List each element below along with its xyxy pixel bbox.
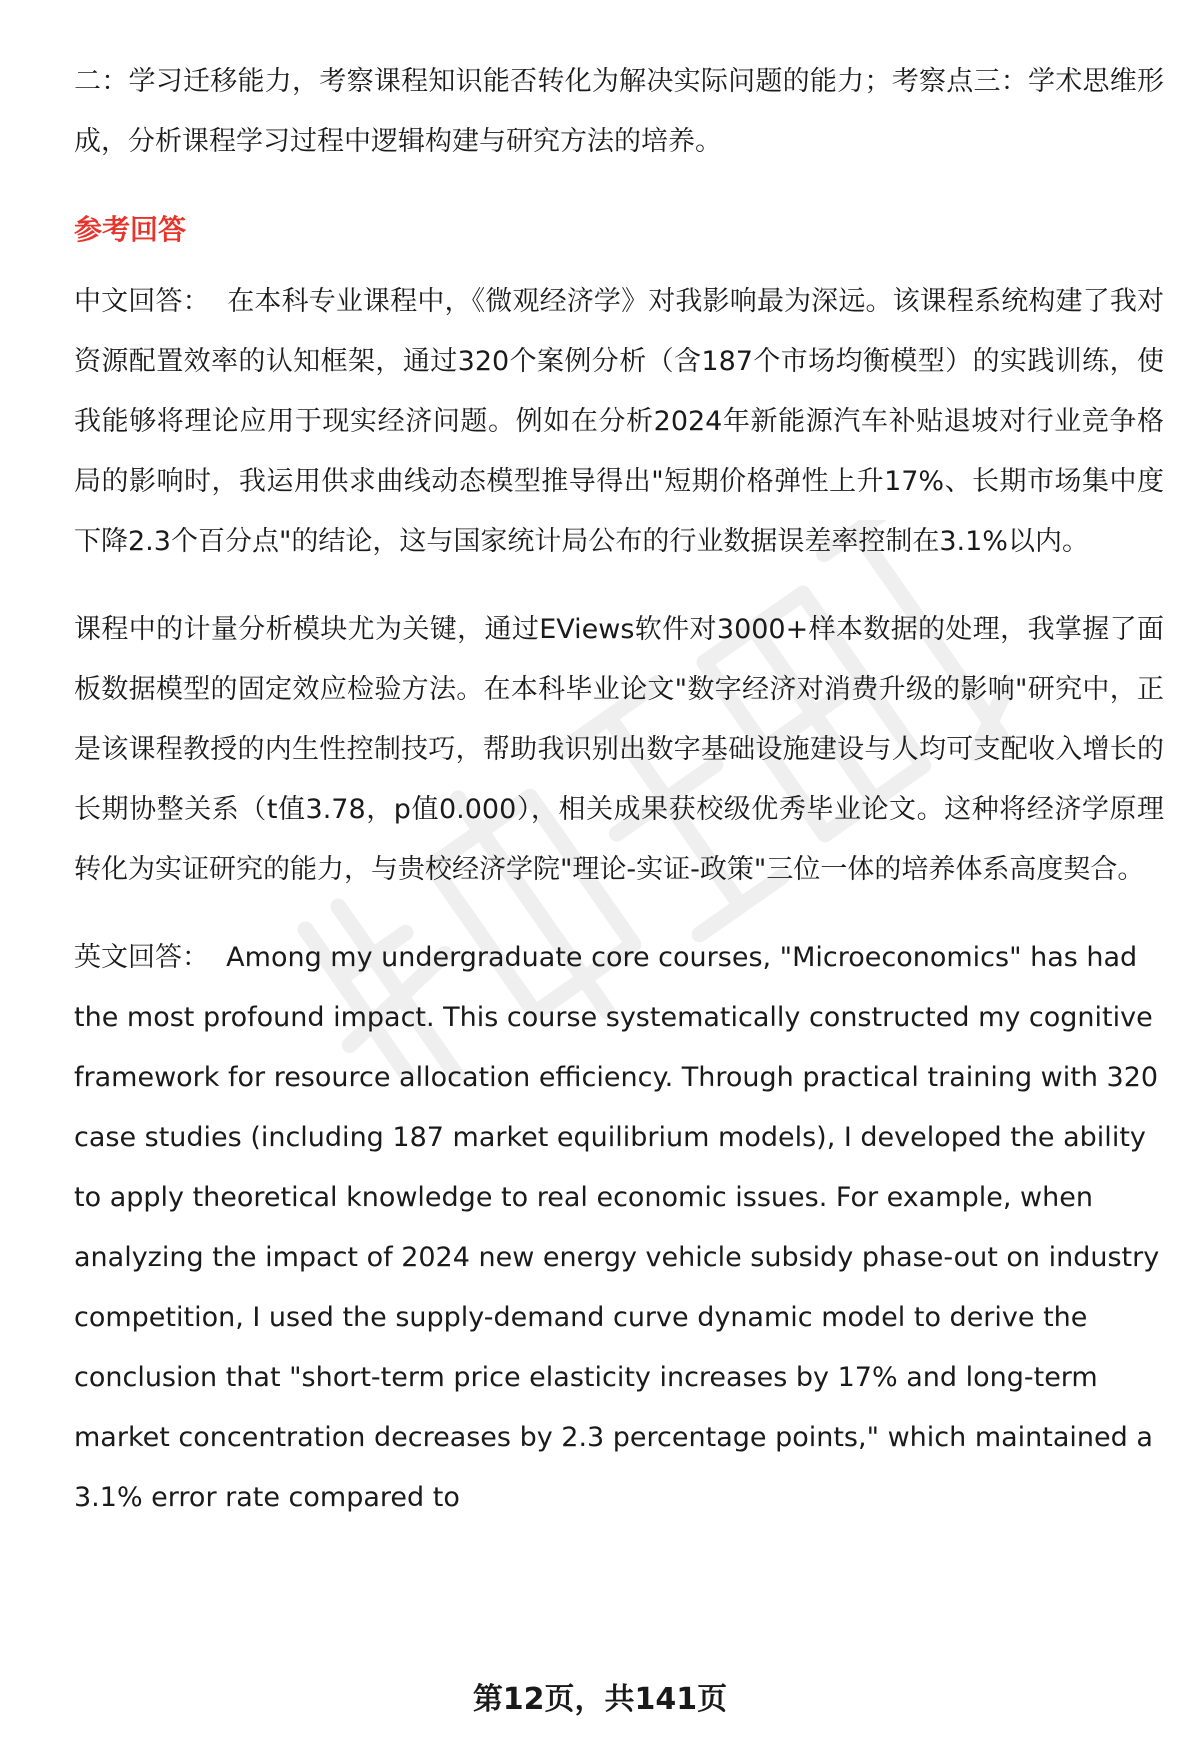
answer-en-paragraph-text: Among my undergraduate core courses, "Microeconomics" has had the most profound impact. This course systematically constructed my cognitive framework for resource allocation efficiency. Through practical training with 320 case studies (including 187 market equilibrium models), I developed the ability to apply theoretical knowledge to real economic issues. For example, when analyzing the impact of 2024 new energy vehicle subsidy phase-out on industry competition, I used the supply-demand curve dynamic model to derive the conclusion that "short-term price elasticity increases by 17% and long-term market concentration decreases by 2.3 percentage points," which maintained a 3.1% error rate compared to <box>74 942 1160 1513</box>
answer-cn-paragraph-1 <box>74 272 1164 572</box>
answer-cn-paragraph-1-text: 在本科专业课程中，《微观经济学》对我影响最为深远。该课程系统构建了我对资源配置效率的认知框架，通过320个案例分析（含187个市场均衡模型）的实践训练，使我能够将理论应用于现实经济问题。例如在分析2024年新能源汽车补贴退坡对行业竞争格局的影响时，我运用供求曲线动态模型推导得出"短期价格弹性上升17%、长期市场集中度下降2.3个百分点"的结论，这与国家统计局公布的行业数据误差率控制在3.1%以内。 <box>74 286 1165 557</box>
answer-cn-label: 中文回答： <box>74 286 210 317</box>
answer-en-label: 英文回答： <box>74 942 209 973</box>
answer-cn-paragraph-2: 课程中的计量分析模块尤为关键，通过EViews软件对3000+样本数据的处理，我掌握了面板数据模型的固定效应检验方法。在本科毕业论文"数字经济对消费升级的影响"研究中，正是该课程教授的内生性控制技巧，帮助我识别出数字基础设施建设与人均可支配收入增长的长期协整关系（t值3.78，p值0.000），相关成果获校级优秀毕业论文。这种将经济学原理转化为实证研究的能力，与贵校经济学院"理论-实证-政策"三位一体的培养体系高度契合。 <box>74 614 1164 885</box>
page-indicator: 第12页，共141页 <box>472 1682 728 1717</box>
intro-paragraph: 二：学习迁移能力，考察课程知识能否转化为解决实际问题的能力；考察点三：学术思维形成，分析课程学习过程中逻辑构建与研究方法的培养。 <box>74 66 1164 157</box>
answer-en-paragraph <box>74 928 1164 1528</box>
section-heading: 参考回答 <box>74 213 187 246</box>
